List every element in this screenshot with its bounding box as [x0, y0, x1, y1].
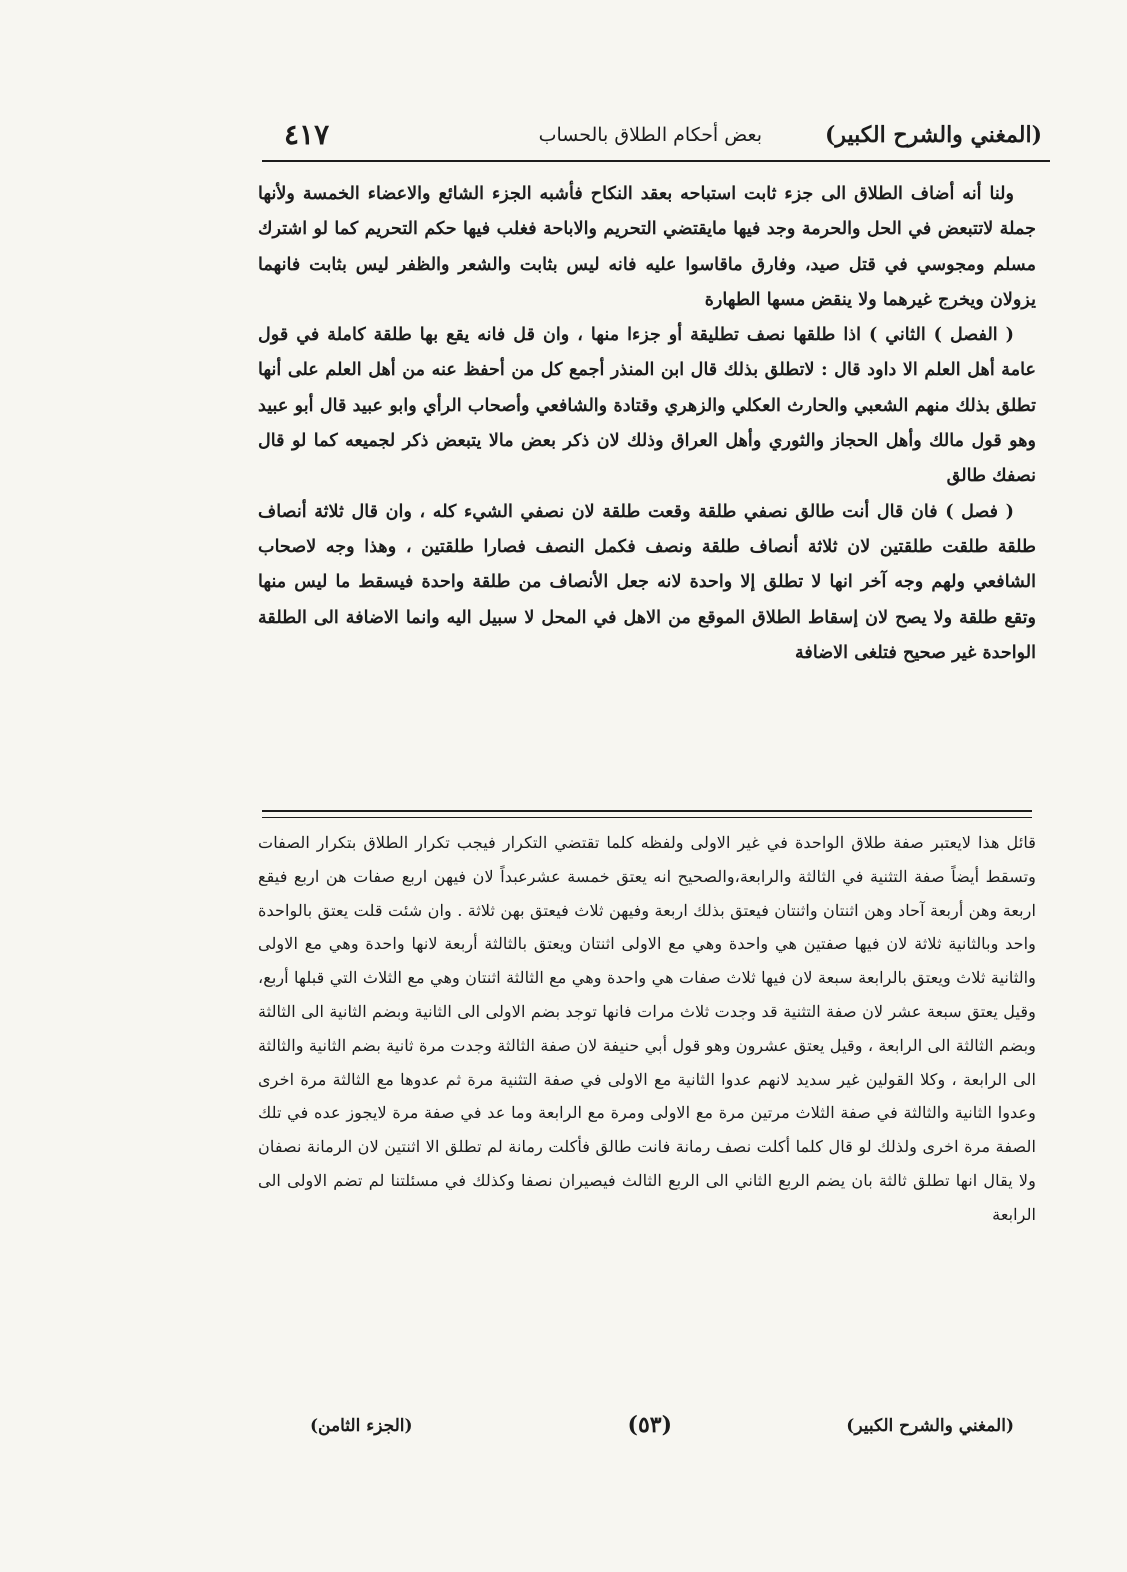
main-paragraph: ولنا أنه أضاف الطلاق الى جزء ثابت استباحه بعقد النكاح فأشبه الجزء الشائع والاعضاء الخمسة ولأنها جملة لاتتبعض في الحل والحرمة وجد فيها مايقتضي التحريم والاباحة فغلب فيها حكم التحريم كما لو اشترك مسلم ومجوسي في قتل صيد، وفارق ماقاسوا عليه فانه ليس بثابت والشعر والظفر ليس بثابت فانهما يزولان ويخرج غيرهما ولا ينقض مسها الطهارة: [258, 183, 1036, 310]
footer-page-number: (٥٣): [627, 1412, 672, 1438]
page-header: [262, 118, 1050, 162]
commentary-text: [258, 826, 1036, 1438]
header-rule: [262, 160, 1050, 162]
commentary-paragraph: قائل هذا لايعتبر صفة طلاق الواحدة في غير الاولى ولفظه كلما تقتضي التكرار فيجب تكرار الطلاق بتكرار الصفات وتسقط أيضاً صفة التثنية في الثالثة والرابعة،والصحيح انه يعتق خمسة عشرعبداً لان فيهن اربع صفات هن اربع فيقع اربعة وهن أربعة آحاد وهن اثنتان واثنتان فيعتق بذلك اربعة وفيهن ثلاث فيعتق بهن ثلاثة . وان شئت قلت يعتق بالواحدة واحد وبالثانية ثلاثة لان فيها صفتين هي واحدة وهي مع الاولى اثنتان ويعتق بالثالثة أربعة لانها واحدة وهي مع الاولى والثانية ثلاث ويعتق بالرابعة سبعة لان فيها ثلاث صفات هي واحدة وهي مع الثالثة اثنتان وهي مع الثلاث التي قبلها أربع، وقيل يعتق سبعة عشر لان صفة التثنية قد وجدت ثلاث مرات فانها توجد بضم الاولى الى الثانية وبضم الثانية الى الثالثة وبضم الثالثة الى الرابعة ، وقيل يعتق عشرون وهو قول أبي حنيفة لان صفة الثالثة وجدت مرة ثانية بضم الثانية والثالثة الى الرابعة ، وكلا القولين غير سديد لانهم عدوا الثانية مع الاولى في صفة التثنية مرة ثم عدوها مع الثالثة مرة اخرى وعدوا الثانية والثالثة في صفة الثلاث مرتين مرة مع الاولى ومرة مع الرابعة وما عد في صفة مرة لايجوز عده في تلك الصفة مرة اخرى ولذلك لو قال كلما أكلت نصف رمانة فانت طالق فأكلت رمانة لم تطلق الا اثنتين لان الرمانة نصفان ولا يقال انها تطلق ثالثة بان يضم الربع الثاني الى الربع الثالث فيصيران نصفا وكذلك في مسئلتنا لم تضم الاولى الى الرابعة: [258, 833, 1036, 1224]
main-paragraph: ( الفصل ) الثاني ) اذا طلقها نصف تطليقة أو جزءا منها ، وان قل فانه يقع بها طلقة كاملة في قول عامة أهل العلم الا داود قال : لاتطلق بذلك قال ابن المنذر أجمع كل من أحفظ عنه من أهل العلم على أنها تطلق بذلك منهم الشعبي والحارث العكلي والزهري وقتادة والشافعي وأصحاب الرأي وابو عبيد قال أبو عبيد وهو قول مالك وأهل الحجاز والثوري وأهل العراق وذلك لان ذكر بعض مالا يتبعض ذكر لجميعه كما لو قال نصفك طالق: [258, 324, 1036, 487]
page-footer: [262, 1412, 1050, 1448]
main-text: [258, 176, 1036, 776]
commentary-divider: [262, 810, 1032, 818]
main-paragraph: ( فصل ) فان قال أنت طالق نصفي طلقة وقعت طلقة لان نصفي الشيء كله ، وان قال ثلاثة أنصاف طلقة طلقت طلقتين لان ثلاثة أنصاف طلقة ونصف فكمل النصف فصارا طلقتين ، وهذا وجه لاصحاب الشافعي ولهم وجه آخر انها لا تطلق إلا واحدة لانه جعل الأنصاف من طلقة واحدة فيسقط ما ليس منها وتقع طلقة ولا يصح لان إسقاط الطلاق الموقع من الاهل في المحل لا سبيل اليه وانما الاضافة الى الطلقة الواحدة غير صحيح فتلغى الاضافة: [258, 500, 1036, 663]
header-page-number: ٤١٧: [284, 118, 330, 151]
header-book-title: (المغني والشرح الكبير): [824, 122, 1042, 148]
footer-book-title: (المغني والشرح الكبير): [846, 1416, 1014, 1436]
header-chapter-title: بعض أحكام الطلاق بالحساب: [538, 124, 762, 146]
footer-volume: (الجزء الثامن): [310, 1416, 413, 1436]
